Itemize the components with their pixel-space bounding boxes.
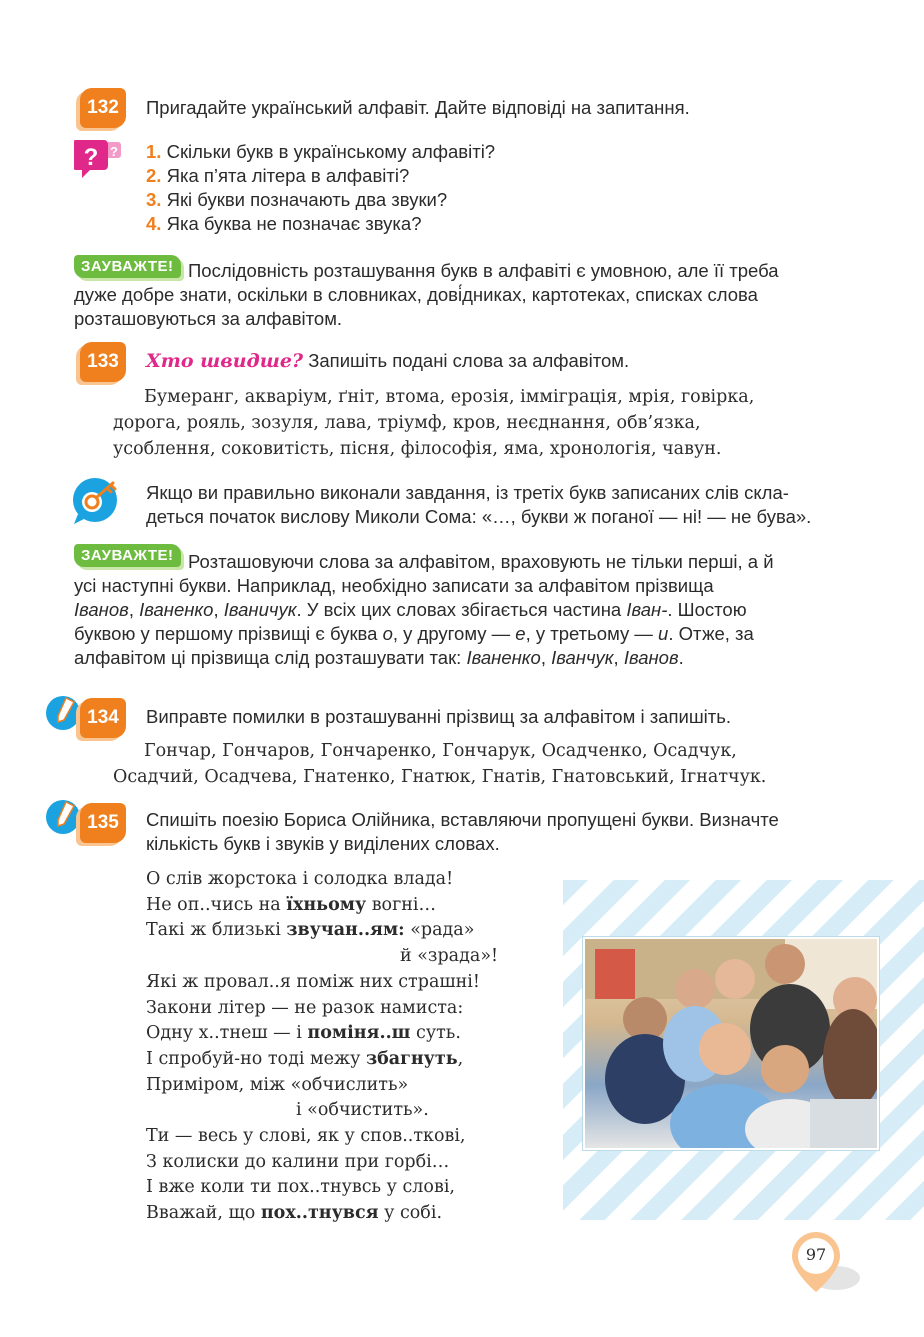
poem: О слів жорстока і солодка влада! Не оп..чись на їхньому вогні… Такі ж близькі звучан..ям: «рада» й «зрада»! Які ж провал..я поміж них страшні! Закони літер — не разок намиста: Одну х..тнеш — і поміня..ш суть. І спробуй-но тоді межу збагнуть, Приміром, між «обчислить» і «обчистить». Ти — весь у слові, як у спов..ткові, З колиски до калини при горбі… І вже коли ти пох..тнувсь у слові, Вважай, що пох..тнувся у собі. [146,869,499,1224]
exercise-task: Пригадайте український алфавіт. Дайте відповіді на запитання. [146,97,690,118]
note-badge: ЗАУВАЖТЕ! [74,255,181,278]
note-text: Розташовуючи слова за алфавітом, враховують не тільки перші, а й усі наступні букви. Наприклад, необхідно записати за алфавітом прізвища Іванов, Іваненко, Іваничук. У всіх цих словах збігається частина Іван-. Шостою буквою у першому прізвищі є буква о, у другому — е, у третьому — и. Отже, за алфавітом ці прізвища слід розташувати так: Іваненко, Іванчук, Іванов. [74,551,774,668]
word-list: Бумеранг, акваріум, ґніт, втома, ерозія, імміграція, мрія, говірка, дорога, рояль, зозуля, лава, тріумф, кров, неєднання, обв’язка, усоблення, соковитість, пісня, філософія, яма, хронологія, чавун. [113,387,755,459]
pen-icon [46,696,80,730]
exercise-task: Спишіть поезію Бориса Олійника, вставляючи пропущені букви. Визначте кількість букв і звуків у виділених словах. [146,809,779,854]
hint-text: Якщо ви правильно виконали завдання, із третіх букв записаних слів скла- деться початок вислову Миколи Сома: «…, букви ж поганої — ні! — не бува». [146,482,812,527]
list-item: 4. Яка буква не позначає звука? [146,213,422,234]
key-icon [70,474,126,526]
list-item: 1. Скільки букв в українському алфавіті? [146,141,496,162]
photo-students-at-computer [583,937,879,1150]
page-number-marker [788,1228,862,1300]
pen-icon [46,800,80,834]
note-badge: ЗАУВАЖТЕ! [74,544,181,567]
exercise-number-badge: 135 [80,803,126,843]
note-text: Послідовність розташування букв в алфавіті є умовною, але її треба дуже добре знати, оскільки в словниках, дові́дниках, картотеках, списках слова розташовуються за алфавітом. [74,260,779,329]
exercise-number-badge: 134 [80,698,126,738]
exercise-task: Хто швидше? Запишіть подані слова за алфавітом. [146,350,630,372]
question-icon [74,138,122,178]
exercise-number-badge: 133 [80,342,126,382]
exercise-title: Хто швидше? [146,350,304,372]
list-item: 3. Які букви позначають два звуки? [146,189,448,210]
exercise-task: Виправте помилки в розташуванні прізвищ за алфавітом і запишіть. [146,706,732,727]
svg-text:?: ? [110,144,118,159]
svg-text:?: ? [83,144,99,171]
exercise-number-badge: 132 [80,88,126,128]
surname-list: Гончар, Гончаров, Гончаренко, Гончарук, Осадченко, Осадчук, Осадчий, Осадчева, Гнатенко, Гнатюк, Гнатів, Гнатовський, Ігнатчук. [113,741,767,787]
question-list [146,140,495,236]
list-item: 2. Яка п’ята літера в алфавіті? [146,165,410,186]
page-number: 97 [805,1245,827,1264]
